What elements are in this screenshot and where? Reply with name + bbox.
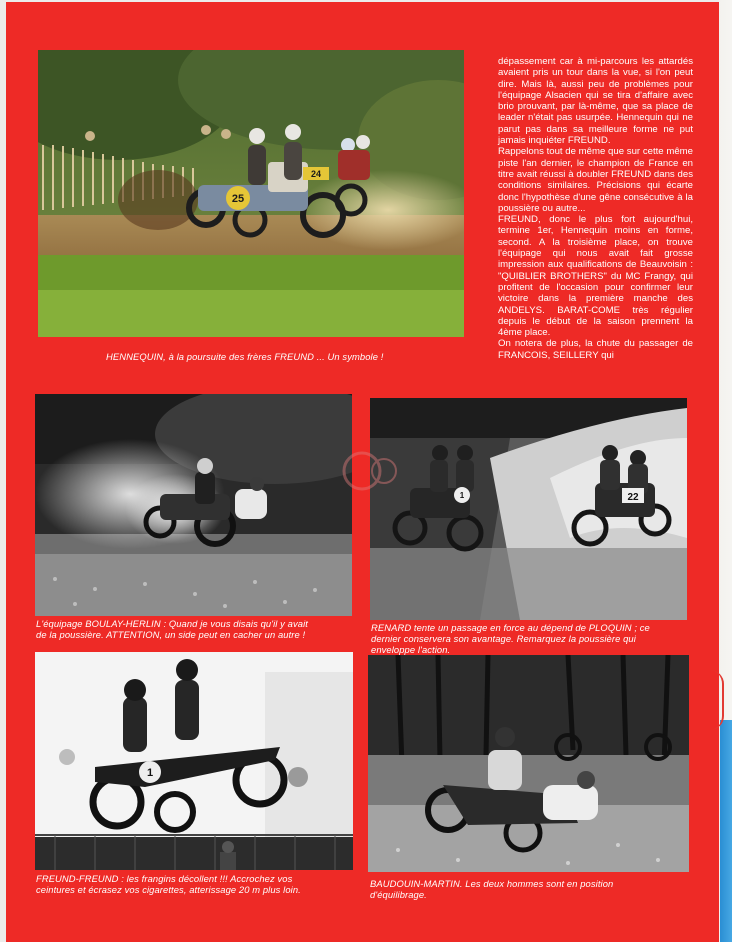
page-edge-curl bbox=[710, 670, 724, 730]
article-text bbox=[498, 56, 693, 361]
photo-baudouin-martin bbox=[368, 655, 689, 872]
article-paragraph-3: FREUND, donc le plus fort aujourd'hui, termine 1er, Hennequin moins en forme, second. A la troisième place, on trouve l'équipage qui nous avait fait grosse impression aux qualifications de Beauvoisin : "QUIBLIER BROTHERS" du MC Frangy, qui profitent de l'occasion pour confirmer leur victoire dans la première manche des ANDELYS. BARAT-COME très régulier depuis le début de la saison prennent la 4ème place. bbox=[498, 214, 693, 339]
caption-renard-ploquin: RENARD tente un passage en force au dépend de PLOQUIN ; ce dernier conservera son avantage. Remarquez la poussière qui enveloppe l'action. bbox=[371, 622, 650, 655]
next-page-edge bbox=[720, 720, 732, 942]
photo-boulay-herlin bbox=[35, 394, 352, 616]
photo-renard-ploquin bbox=[370, 398, 687, 620]
article-paragraph-4: On notera de plus, la chute du passager de FRANCOIS, SEILLERY qui bbox=[498, 338, 693, 361]
caption-hennequin: HENNEQUIN, à la poursuite des frères FREUND ... Un symbole ! bbox=[106, 351, 384, 362]
article-paragraph-2: Rappelons tout de même que sur cette même piste l'an dernier, le champion de France en titre avait réussi à doubler FREUND dans des conditions similaires. Précisions qui écarte donc l'hypothèse d'une gêne consécutive à la poussière ou autre... bbox=[498, 146, 693, 214]
plate-22: 22 bbox=[627, 492, 639, 503]
photo-hennequin bbox=[38, 50, 464, 337]
caption-freund-freund: FREUND-FREUND : les frangins décollent !!! Accrochez vos ceintures et écrasez vos cigarettes, atterissage 20 m plus loin. bbox=[36, 873, 301, 895]
watermark-logo bbox=[340, 449, 402, 493]
plate-25: 25 bbox=[231, 193, 245, 205]
caption-baudouin-martin: BAUDOUIN-MARTIN. Les deux hommes sont en position d'équilibrage. bbox=[370, 878, 614, 900]
plate-24: 24 bbox=[310, 169, 322, 179]
plate-1: 1 bbox=[459, 491, 465, 500]
magazine-page bbox=[6, 2, 719, 942]
caption-boulay-herlin: L'équipage BOULAY-HERLIN : Quand je vous disais qu'il y avait de la poussière. ATTENTION, un side peut en cacher un autre ! bbox=[36, 618, 308, 640]
article-paragraph-1: dépassement car à mi-parcours les attardés avaient pris un tour dans la vue, si l'on peut dire. Mais là, aussi peu de problèmes pour l'équipage Alsacien qui se tira d'affaire avec brio prouvant, par là-même, que sa place de leader n'était pas usurpée. Hennequin qui ne parut pas dans sa meilleure forme ne put jamais inquiéter FREUND. bbox=[498, 56, 693, 147]
photo-freund-jump bbox=[35, 652, 353, 870]
plate-freund: 1 bbox=[146, 767, 154, 779]
